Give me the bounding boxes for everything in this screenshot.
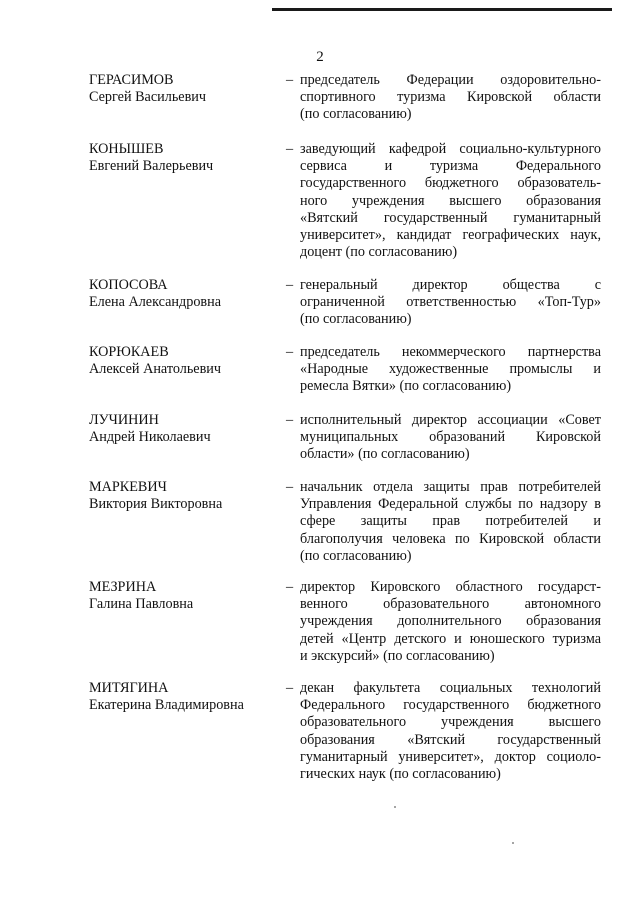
role-line: «Вятский государственный гуманитарный	[300, 209, 601, 226]
dash-separator: –	[286, 141, 294, 157]
role-line: директор Кировского областного государст-	[300, 579, 601, 595]
dash-separator: –	[286, 680, 294, 696]
dash-separator: –	[286, 344, 294, 360]
member-surname: КОПОСОВА	[89, 277, 168, 293]
page-number: 2	[316, 49, 324, 65]
role-line: образовательного учреждения высшего	[300, 714, 601, 731]
member-given-names: Екатерина Владимировна	[89, 697, 244, 714]
member-given-names: Сергей Васильевич	[89, 89, 207, 106]
header-rule	[272, 8, 612, 11]
dash-separator: –	[286, 412, 294, 428]
role-line: муниципальных образований Кировской	[300, 429, 601, 446]
role-line: «Народные художественные промыслы и	[300, 361, 601, 378]
member-given-names: Елена Александровна	[89, 294, 221, 311]
role-line: образования «Вятский государственный	[300, 731, 601, 748]
member-name	[89, 412, 279, 446]
member-role	[300, 344, 601, 396]
dash-separator: –	[286, 479, 294, 495]
member-surname: МИТЯГИНА	[89, 680, 169, 696]
role-line: декан факультета социальных технологий	[300, 680, 601, 696]
member-role	[300, 277, 601, 329]
role-line: спортивного туризма Кировской области	[300, 89, 601, 106]
member-surname: МАРКЕВИЧ	[89, 479, 167, 495]
member-role	[300, 479, 601, 565]
role-line: заведующий кафедрой социально-культурного	[300, 141, 601, 157]
role-line: гуманитарный университет», доктор социоло-	[300, 748, 601, 765]
role-line: председатель Федерации оздоровительно-	[300, 72, 601, 88]
role-line: сервиса и туризма Федерального	[300, 158, 601, 175]
role-line: начальник отдела защиты прав потребителей	[300, 479, 601, 495]
role-line: венного образовательного автономного	[300, 596, 601, 613]
role-line: гических наук (по согласованию)	[300, 766, 501, 783]
member-role	[300, 412, 601, 464]
member-surname: МЕЗРИНА	[89, 579, 157, 595]
role-line: и экскурсий» (по согласованию)	[300, 647, 495, 664]
member-role	[300, 579, 601, 665]
member-role	[300, 141, 601, 261]
role-line: ного учреждения высшего образования	[300, 192, 601, 209]
role-line: ремесла Вятки» (по согласованию)	[300, 378, 512, 395]
dash-separator: –	[286, 72, 294, 88]
role-line: сфере защиты прав потребителей и	[300, 513, 601, 530]
role-line: Федерального государственного бюджетного	[300, 697, 601, 714]
role-line: благополучия человека по Кировской области	[300, 530, 601, 547]
member-name	[89, 479, 279, 513]
member-given-names: Виктория Викторовна	[89, 496, 223, 513]
role-line: области» (по согласованию)	[300, 446, 470, 463]
member-name	[89, 141, 279, 175]
role-line: (по согласованию)	[300, 547, 412, 564]
member-role	[300, 680, 601, 783]
member-surname: ГЕРАСИМОВ	[89, 72, 174, 88]
member-name	[89, 277, 279, 311]
scan-speck	[394, 806, 396, 808]
member-name	[89, 680, 279, 714]
role-line: учреждения дополнительного образования	[300, 613, 601, 630]
member-given-names: Евгений Валерьевич	[89, 158, 214, 175]
member-role	[300, 72, 601, 124]
role-line: исполнительный директор ассоциации «Совет	[300, 412, 601, 428]
role-line: председатель некоммерческого партнерства	[300, 344, 601, 360]
member-surname: КОРЮКАЕВ	[89, 344, 169, 360]
member-name	[89, 344, 279, 378]
role-line: (по согласованию)	[300, 106, 412, 123]
role-line: (по согласованию)	[300, 311, 412, 328]
dash-separator: –	[286, 277, 294, 293]
role-line: ограниченной ответственностью «Топ-Тур»	[300, 294, 601, 311]
role-line: доцент (по согласованию)	[300, 244, 458, 261]
dash-separator: –	[286, 579, 294, 595]
member-name	[89, 72, 279, 106]
role-line: Управления Федеральной службы по надзору в	[300, 496, 601, 513]
member-given-names: Андрей Николаевич	[89, 429, 211, 446]
member-given-names: Галина Павловна	[89, 596, 194, 613]
role-line: генеральный директор общества с	[300, 277, 601, 293]
role-line: государственного бюджетного образователь-	[300, 175, 601, 192]
member-name	[89, 579, 279, 613]
role-line: университет», кандидат географических наук,	[300, 227, 601, 244]
member-given-names: Алексей Анатольевич	[89, 361, 222, 378]
role-line: детей «Центр детского и юношеского туризма	[300, 630, 601, 647]
scan-speck	[512, 842, 514, 844]
member-surname: КОНЫШЕВ	[89, 141, 164, 157]
member-surname: ЛУЧИНИН	[89, 412, 159, 428]
